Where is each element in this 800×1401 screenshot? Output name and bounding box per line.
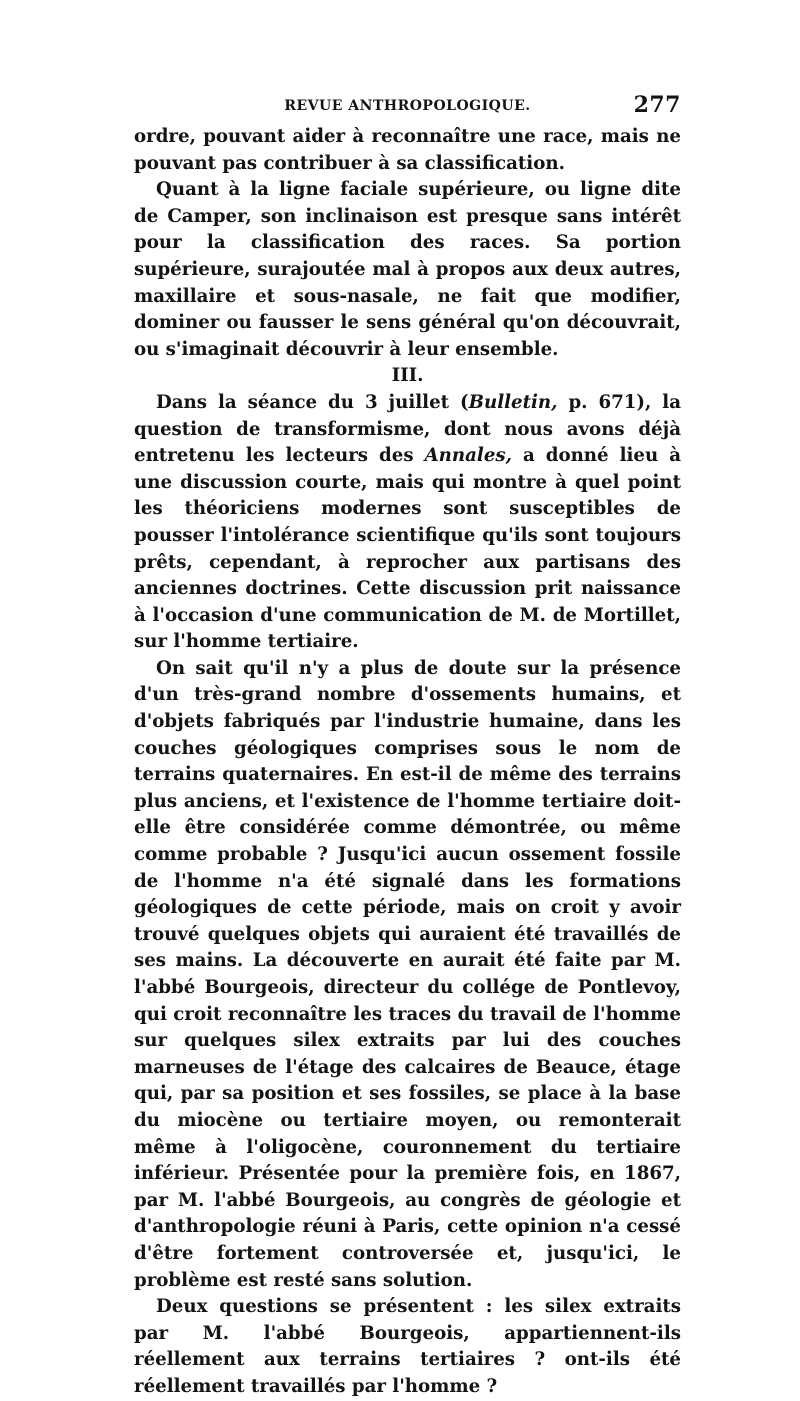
running-head	[134, 92, 681, 118]
seance-text-start: Dans la séance du 3 juillet (	[156, 391, 469, 413]
paragraph-homme-tertiaire: On sait qu'il n'y a plus de doute sur la présence d'un très-grand nombre d'ossements humains, et d'objets fabriqués par l'industrie humaine, dans les couches géologiques comprises sous le nom de terrains quaternaires. En est-il de même des terrains plus anciens, et l'existence de l'homme tertiaire doit-elle être considérée comme démontrée, ou même comme probable ? Jusqu'ici aucun ossement fossile de l'homme n'a été signalé dans les formations géologiques de cette période, mais on croit y avoir trouvé quelques objets qui auraient été travaillés de ses mains. La découverte en aurait été faite par M. l'abbé Bourgeois, directeur du collége de Pontlevoy, qui croit reconnaître les traces du travail de l'homme sur quelques silex extraits par lui des couches marneuses de l'étage des calcaires de Beauce, étage qui, par sa position et ses fossiles, se place à la base du miocène ou tertiaire moyen, ou remonterait même à l'oligocène, couronnement du tertiaire inférieur. Présentée pour la première fois, en 1867, par M. l'abbé Bourgeois, au congrès de géologie et d'anthropologie réuni à Paris, cette opinion n'a cessé d'être fortement controversée et, jusqu'ici, le problème est resté sans solution.	[134, 657, 681, 1291]
seance-text-middle: p. 671), la question de transformisme, dont nous avons déjà entretenu les lecteurs des	[134, 391, 681, 467]
book-page	[134, 92, 681, 1401]
paragraph-facial-line: Quant à la ligne faciale supérieure, ou ligne dite de Camper, son inclinaison est presque sans intérêt pour la classification des races. Sa portion supérieure, surajoutée mal à propos aux deux autres, maxillaire et sous-nasale, ne fait que modifier, dominer ou fausser le sens général qu'on découvrait, ou s'imaginait découvrir à leur ensemble.	[134, 179, 681, 360]
annales-italic: Annales,	[424, 445, 512, 467]
running-title: REVUE ANTHROPOLOGIQUE.	[284, 98, 531, 114]
body-text	[134, 124, 681, 1401]
paragraph-seance	[134, 390, 681, 656]
seance-text-end: a donné lieu à une discussion courte, mais qui montre à quel point les théoriciens modernes sont susceptibles de pousser l'intolérance scientifique qu'ils sont toujours prêts, cependant, à reprocher aux partisans des anciennes doctrines. Cette discussion prit naissance à l'occasion d'une communication de M. de Mortillet, sur l'homme tertiaire.	[134, 445, 681, 653]
bulletin-italic: Bulletin,	[468, 391, 558, 413]
section-heading: III.	[391, 365, 424, 387]
paragraph-continuation: ordre, pouvant aider à reconnaître une race, mais ne pouvant pas contribuer à sa classification.	[134, 126, 681, 174]
paragraph-deux-questions: Deux questions se présentent : les silex extraits par M. l'abbé Bourgeois, appartiennent-ils réellement aux terrains tertiaires ? ont-ils été réellement travaillés par l'homme ?	[134, 1296, 681, 1397]
page-number: 277	[633, 92, 681, 118]
